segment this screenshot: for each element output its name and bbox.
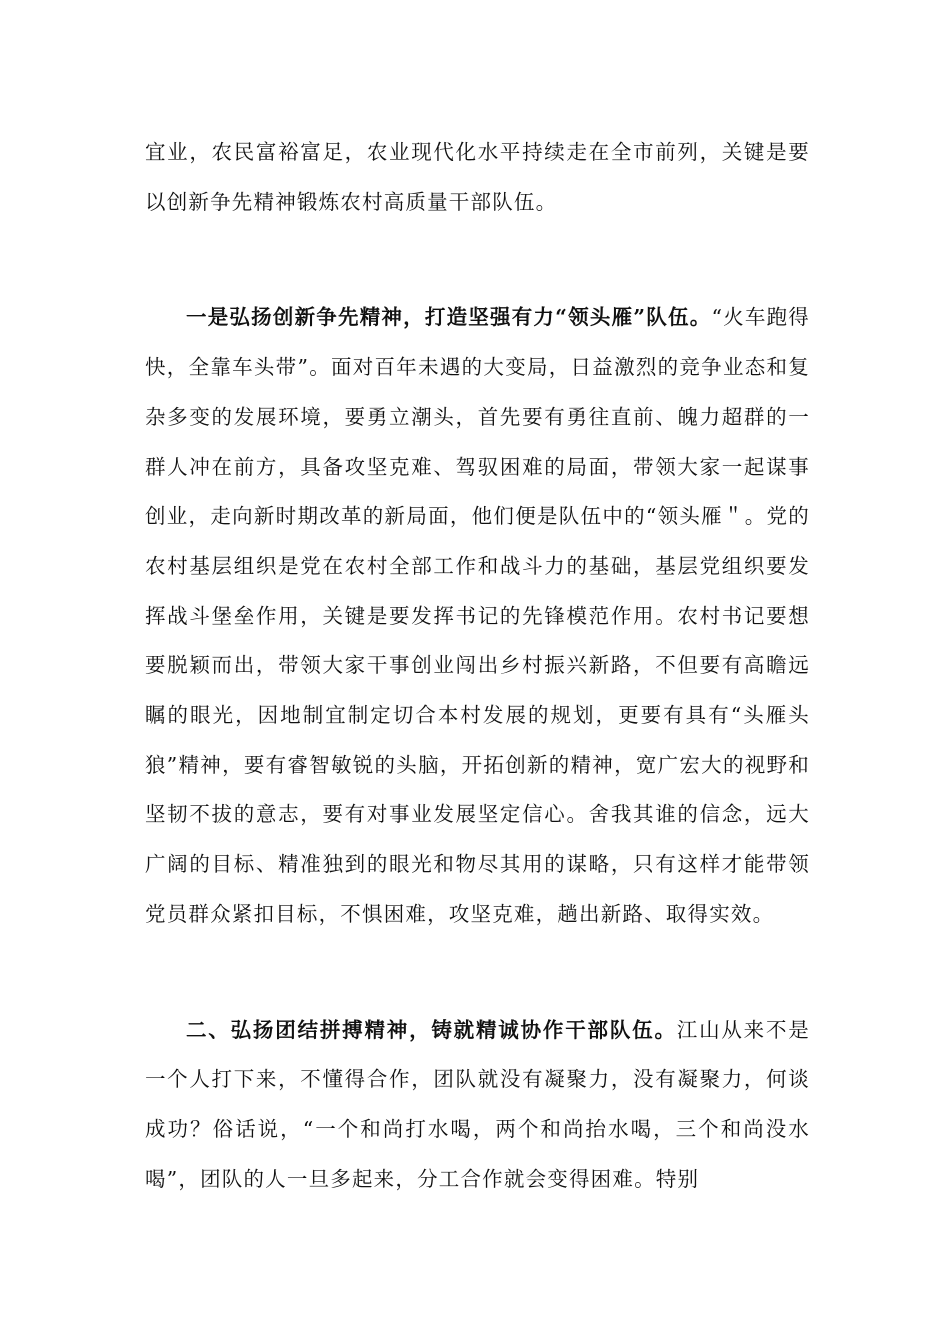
section-one-body: “火车跑得快，全靠车头带”。面对百年未遇的大变局，日益激烈的竞争业态和复杂多变的发展环境，要勇立潮头，首先要有勇往直前、魄力超群的一群人冲在前方，具备攻坚克难、驾驭困难的局面，带领大家一起谋事创业，走向新时期改革的新局面，他们便是队伍中的“领头雁＂。党的农村基层组织是党在农村全部工作和战斗力的基础，基层党组织要发挥战斗堡垒作用，关键是要发挥书记的先锋模范作用。农村书记要想要脱颖而出，带领大家干事创业闯出乡村振兴新路，不但要有高瞻远瞩的眼光，因地制宜制定切合本村发展的规划，更要有具有“头雁头狼”精神，要有睿智敏锐的头脑，开拓创新的精神，宽广宏大的视野和坚韧不拔的意志，要有对事业发展坚定信心。舍我其谁的信念，远大广阔的目标、精准独到的眼光和物尽其用的谋略，只有这样才能带领党员群众紧扣目标，不惧困难，攻坚克难，趟出新路、取得实效。	[145, 305, 810, 926]
paragraph-gap	[145, 940, 810, 1006]
paragraph-section-two	[145, 1006, 810, 1205]
section-one-heading: 一是弘扬创新争先精神，打造坚强有力“领头雁”队伍。	[186, 305, 712, 330]
section-two-heading: 二、弘扬团结拼搏精神，铸就精诚协作干部队伍。	[186, 1017, 677, 1042]
paragraph-text: 宜业，农民富裕富足，农业现代化水平持续走在全市前列，关键是要以创新争先精神锻炼农村高质量干部队伍。	[145, 140, 810, 214]
paragraph-section-one	[145, 293, 810, 939]
paragraph-intro-continuation	[145, 128, 810, 227]
document-page	[145, 128, 810, 1204]
section-two-body: 江山从来不是一个人打下来，不懂得合作，团队就没有凝聚力，没有凝聚力，何谈成功？俗话说，“一个和尚打水喝，两个和尚抬水喝，三个和尚没水喝”，团队的人一旦多起来，分工合作就会变得困难。特别	[145, 1017, 811, 1191]
paragraph-gap	[145, 227, 810, 293]
